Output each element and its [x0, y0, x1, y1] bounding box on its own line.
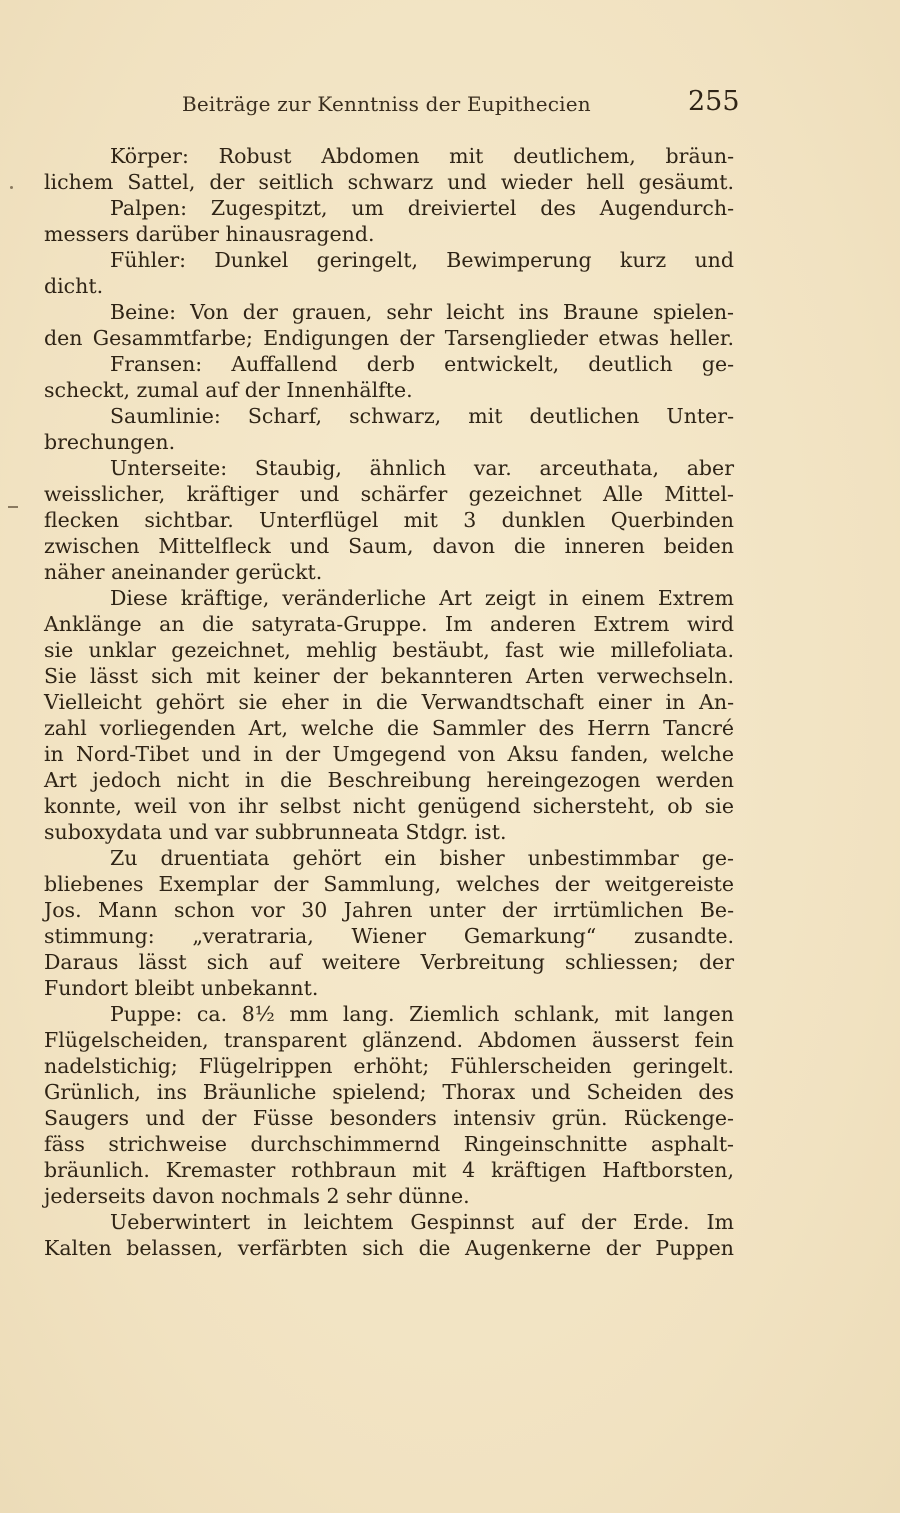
text-line: fäss strichweise durchschimmernd Ringeinschnitte asphalt- [44, 1132, 734, 1156]
text-line: messers darüber hinausragend. [44, 222, 375, 246]
text-line: Vielleicht gehört sie eher in die Verwandtschaft einer in An- [44, 690, 734, 714]
text-line: scheckt, zumal auf der Innenhälfte. [44, 378, 413, 402]
body-text [44, 143, 734, 1261]
text-line: Grünlich, ins Bräunliche spielend; Thorax und Scheiden des [44, 1080, 734, 1104]
text-line: sie unklar gezeichnet, mehlig bestäubt, fast wie millefoliata. [44, 638, 734, 662]
text-line: suboxydata und var subbrunneata Stdgr. ist. [44, 820, 507, 844]
text-line: dicht. [44, 274, 104, 298]
text-line: Fransen: Auffallend derb entwickelt, deutlich ge- [110, 352, 734, 376]
text-line: brechungen. [44, 430, 176, 454]
text-line: Jos. Mann schon vor 30 Jahren unter der irrtümlichen Be- [44, 898, 734, 922]
text-line: Diese kräftige, veränderliche Art zeigt in einem Extrem [110, 586, 734, 610]
text-line: zahl vorliegenden Art, welche die Sammler des Herrn Tancré [44, 716, 734, 740]
text-line: Anklänge an die satyrata-Gruppe. Im anderen Extrem wird [44, 612, 734, 636]
text-line: Palpen: Zugespitzt, um dreiviertel des Augendurch- [110, 196, 734, 220]
text-line: lichem Sattel, der seitlich schwarz und wieder hell gesäumt. [44, 170, 734, 194]
text-line: Beine: Von der grauen, sehr leicht ins Braune spielen- [110, 300, 734, 324]
scan-speck [10, 186, 13, 189]
text-line: Ueberwintert in leichtem Gespinnst auf der Erde. Im [110, 1210, 734, 1234]
text-line: nadelstichig; Flügelrippen erhöht; Fühlerscheiden geringelt. [44, 1054, 734, 1078]
page-number: 255 [688, 86, 740, 117]
text-line: flecken sichtbar. Unterflügel mit 3 dunklen Querbinden [44, 508, 734, 532]
text-line: Daraus lässt sich auf weitere Verbreitung schliessen; der [44, 950, 734, 974]
text-line: Art jedoch nicht in die Beschreibung hereingezogen werden [44, 768, 734, 792]
text-line: Unterseite: Staubig, ähnlich var. arceuthata, aber [110, 456, 734, 480]
text-line: Flügelscheiden, transparent glänzend. Abdomen äusserst fein [44, 1028, 734, 1052]
text-line: näher aneinander gerückt. [44, 560, 323, 584]
text-line: Saugers und der Füsse besonders intensiv grün. Rückenge- [44, 1106, 734, 1130]
text-line: Körper: Robust Abdomen mit deutlichem, bräun- [110, 144, 734, 168]
text-line: den Gesammtfarbe; Endigungen der Tarsenglieder etwas heller. [44, 326, 734, 350]
text-line: Saumlinie: Scharf, schwarz, mit deutlichen Unter- [110, 404, 734, 428]
text-line: stimmung: „veratraria, Wiener Gemarkung“ zusandte. [44, 924, 734, 948]
text-line: Puppe: ca. 8½ mm lang. Ziemlich schlank, mit langen [110, 1002, 734, 1026]
text-line: jederseits davon nochmals 2 sehr dünne. [44, 1184, 470, 1208]
text-line: zwischen Mittelfleck und Saum, davon die inneren beiden [44, 534, 734, 558]
text-line: bräunlich. Kremaster rothbraun mit 4 kräftigen Haftborsten, [44, 1158, 734, 1182]
text-line: konnte, weil von ihr selbst nicht genügend sichersteht, ob sie [44, 794, 734, 818]
margin-mark [8, 506, 18, 508]
text-line: Zu druentiata gehört ein bisher unbestimmbar ge- [110, 846, 734, 870]
text-line: Sie lässt sich mit keiner der bekannteren Arten verwechseln. [44, 664, 734, 688]
running-title: Beiträge zur Kenntniss der Eupithecien [182, 92, 591, 116]
text-line: weisslicher, kräftiger und schärfer gezeichnet Alle Mittel- [44, 482, 734, 506]
text-line: Kalten belassen, verfärbten sich die Augenkerne der Puppen [44, 1236, 734, 1260]
text-line: Fühler: Dunkel geringelt, Bewimperung kurz und [110, 248, 734, 272]
text-line: in Nord-Tibet und in der Umgegend von Aksu fanden, welche [44, 742, 734, 766]
running-header [0, 86, 900, 126]
text-line: bliebenes Exemplar der Sammlung, welches der weitgereiste [44, 872, 734, 896]
text-line: Fundort bleibt unbekannt. [44, 976, 319, 1000]
